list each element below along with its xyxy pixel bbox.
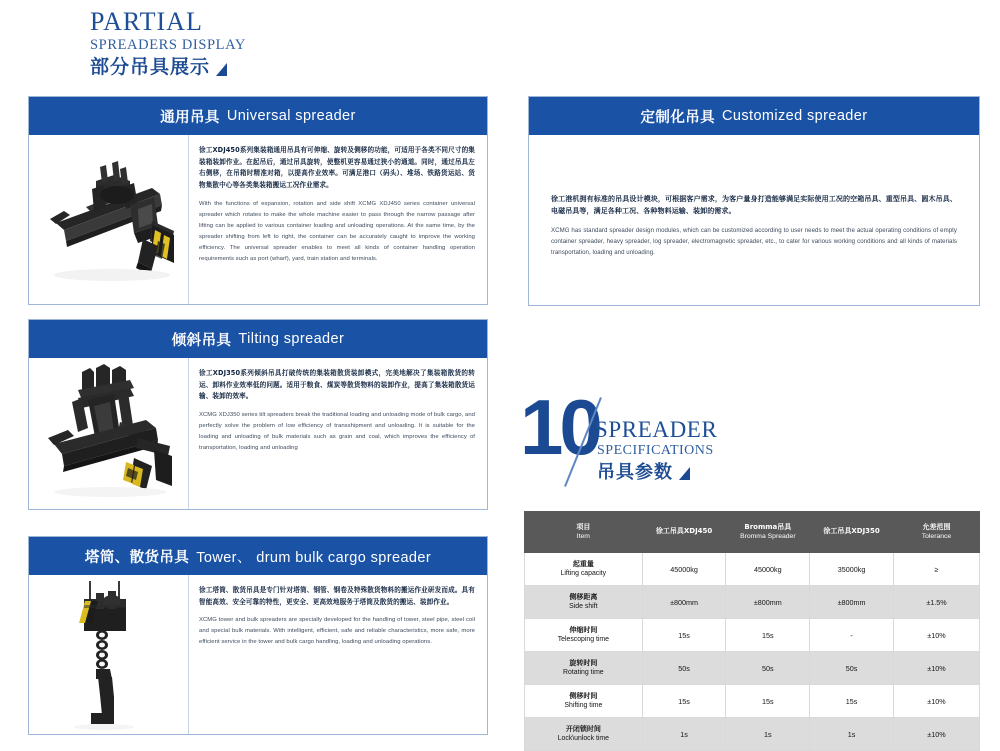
panel-text-cn-tilting: 徐工XDJ350系列倾斜吊具打破传统的集装箱散货装卸模式，完美地解决了集装箱散货的转运、卸料作业效率低的问题。适用于粮食、煤炭等散货物料的装卸作业，提高了集装箱散货运输、装卸的效率。: [199, 369, 475, 401]
row-label-side-shift: [525, 586, 643, 619]
row-label-shifting-time: [525, 685, 643, 718]
page-title-en-sub: SPREADERS DISPLAY: [90, 37, 246, 54]
cell-value: 50s: [726, 652, 810, 685]
cell-value: ±800mm: [810, 586, 894, 619]
panel-text-cn-tower: 徐工塔筒、散货吊具是专门针对塔筒、钢管、钢卷及特殊散货物料的搬运作业研发而成。具有智能高效、安全可靠的特性，更安全、更高效地服务于塔筒及散货的搬运、装卸作业。: [199, 586, 475, 606]
cell-value: ≥: [893, 553, 979, 586]
tilting-spreader-photo: [29, 358, 189, 509]
row-label-en: Lock\unlock time: [557, 735, 610, 743]
panel-title-en-universal: Universal spreader: [226, 108, 356, 124]
table-row: [525, 553, 980, 586]
section-title-en-main: SPREADER: [595, 417, 718, 442]
panel-header-custom: [529, 97, 979, 135]
row-label-en: Rotating time: [563, 669, 604, 677]
table-row: [525, 586, 980, 619]
header-cn: 允差范围: [922, 522, 951, 531]
page-title-cn-row: [90, 57, 390, 79]
panel-customized-spreader: [528, 96, 980, 306]
panel-text-tilting: [189, 358, 487, 509]
panel-text-en-custom: XCMG has standard spreader design modules, which can be customized according to user needs to meet the actual operating conditions of empty container spreader, heavy spreader, log spreader, electromagnetic spreader, etc., to cater for various working conditions and all kinds of materials transportation, loading and unloading.: [551, 226, 957, 257]
cell-value: ±10%: [893, 652, 979, 685]
panel-header-tilting: [29, 320, 487, 358]
panel-text-en-universal: With the functions of expansion, rotation and side shift XCMG XDJ450 series container universal spreader which rotates to make the whole machine easier to pass through the narrow passage after lifting can be applied to various container loading and unloading operations. At the same time, by the spreader shifting from left to right, the container can be accurately caught to improve the working efficiency. The universal spreader enables to meet all kinds of container handling operation requirements such as port (wharf), yard, train station and terminals.: [199, 200, 475, 262]
cell-value: 35000kg: [810, 553, 894, 586]
table-header-item: [525, 512, 643, 553]
row-label-cn: 伸缩时间: [569, 625, 598, 634]
section-number: 10: [520, 383, 599, 471]
triangle-marker-icon: [216, 63, 227, 76]
panel-title-en-custom: Customized spreader: [722, 108, 868, 124]
cell-value: 15s: [642, 619, 726, 652]
panel-text-universal: [189, 135, 487, 304]
panel-title-cn-tower: 塔筒、散货吊具: [84, 549, 190, 566]
row-label-en: Telescoping time: [557, 636, 610, 644]
panel-tilting-spreader: [28, 319, 488, 510]
header-en: Bromma Spreader: [740, 533, 796, 541]
row-label-cn: 侧移时间: [569, 691, 598, 700]
table-header-bromma: [726, 512, 810, 553]
header-cn: 徐工吊具XDJ350: [823, 527, 880, 536]
cell-value: ±10%: [893, 619, 979, 652]
panel-text-cn-universal: 徐工XDJ450系列集装箱通用吊具有可伸缩、旋转及侧移的功能，可适用于各类不同尺寸的集装箱装卸作业。在起吊后，通过吊具旋转，使整机更容易通过狭小的通道。同时，通过吊具左右侧移，在吊箱时精准对箱，以提高作业效率。可满足港口（码头）、堆场、铁路货运站、货物集散中心等各类集装箱搬运工况作业需求。: [199, 146, 475, 190]
panel-text-cn-custom: 徐工港机拥有标准的吊具设计模块，可根据客户需求，为客户量身打造能够满足实际使用工况的空箱吊具、重型吊具、圆木吊具、电磁吊具等，满足各种工况、各种物料运输、装卸的需求。: [551, 195, 957, 216]
section-title-cn: 吊具参数: [597, 462, 673, 483]
cell-value: 50s: [810, 652, 894, 685]
panel-text-en-tower: XCMG tower and bulk spreaders are specially developed for the handling of tower, steel pipe, steel coil and special bulk materials. With intelligent, efficient, safe and reliable characteristics, more safe, more efficient service in the tower and bulk cargo handling, loading and unloading operations.: [199, 617, 475, 646]
table-row: [525, 718, 980, 751]
cell-value: -: [810, 619, 894, 652]
page-title-en-main: PARTIAL: [90, 7, 203, 36]
row-label-en: Lifting capacity: [560, 570, 607, 578]
row-label-cn: 起重量: [572, 559, 594, 568]
panel-title-en-tilting: Tilting spreader: [238, 331, 345, 347]
panel-title-cn-tilting: 倾斜吊具: [171, 332, 232, 349]
row-label-lifting-capacity: [525, 553, 643, 586]
row-label-en: Shifting time: [564, 702, 603, 710]
table-header-xdj450: [642, 512, 726, 553]
panel-header-universal: [29, 97, 487, 135]
cell-value: 45000kg: [726, 553, 810, 586]
panel-tower-bulk-cargo-spreader: [28, 536, 488, 735]
row-label-cn: 侧移距离: [569, 592, 598, 601]
header-cn: Bromma吊具: [744, 522, 792, 531]
panel-text-en-tilting: XCMG XDJ350 series tilt spreaders break the traditional loading and unloading mode of bulk cargo, and perfectly solve the problem of low efficiency of transshipment and unloading. It is suitable for the loading and unloading of bulk materials such as grain and coal, which improves the efficiency of transportation, loading and unloading: [199, 412, 475, 451]
tower-bulk-cargo-spreader-photo: [29, 575, 189, 734]
table-row: [525, 685, 980, 718]
header-en: Tolerance: [921, 533, 952, 541]
row-label-rotating-time: [525, 652, 643, 685]
cell-value: 1s: [810, 718, 894, 751]
page-title-block: [90, 8, 390, 79]
row-label-cn: 开闭锁时间: [565, 724, 601, 733]
row-label-lock-unlock-time: [525, 718, 643, 751]
cell-value: ±10%: [893, 685, 979, 718]
table-row: [525, 652, 980, 685]
header-cn: 项目: [576, 522, 591, 531]
table-body: [525, 553, 980, 751]
cell-value: ±10%: [893, 718, 979, 751]
row-label-telescoping-time: [525, 619, 643, 652]
row-label-en: Side shift: [569, 603, 598, 611]
cell-value: ±800mm: [642, 586, 726, 619]
cell-value: 15s: [726, 685, 810, 718]
section-heading-spreader-specifications: [520, 383, 820, 497]
section-title-en-sub: SPECIFICATIONS: [597, 443, 714, 458]
table-header-row: [525, 512, 980, 553]
panel-title-en-tower: Tower、 drum bulk cargo spreader: [196, 549, 432, 566]
panel-title-cn-custom: 定制化吊具: [640, 109, 716, 126]
table-header-tolerance: [893, 512, 979, 553]
panel-header-tower: [29, 537, 487, 575]
table-header-xdj350: [810, 512, 894, 553]
spreader-specifications-table: [524, 511, 980, 751]
cell-value: ±800mm: [726, 586, 810, 619]
universal-spreader-photo: [29, 135, 189, 304]
panel-text-custom: [529, 135, 979, 268]
cell-value: 1s: [726, 718, 810, 751]
panel-universal-spreader: [28, 96, 488, 305]
cell-value: 15s: [642, 685, 726, 718]
panel-text-tower: [189, 575, 487, 734]
panel-title-cn-universal: 通用吊具: [160, 109, 220, 126]
row-label-cn: 旋转时间: [569, 658, 598, 667]
cell-value: 15s: [810, 685, 894, 718]
cell-value: 1s: [642, 718, 726, 751]
page-title-cn: 部分吊具展示: [90, 56, 211, 79]
table-row: [525, 619, 980, 652]
section-title-cn-row: [597, 463, 690, 483]
cell-value: ±1.5%: [893, 586, 979, 619]
header-en: Item: [576, 533, 590, 541]
cell-value: 15s: [726, 619, 810, 652]
cell-value: 50s: [642, 652, 726, 685]
header-cn: 徐工吊具XDJ450: [655, 527, 713, 536]
triangle-marker-icon: [679, 467, 690, 480]
cell-value: 45000kg: [642, 553, 726, 586]
